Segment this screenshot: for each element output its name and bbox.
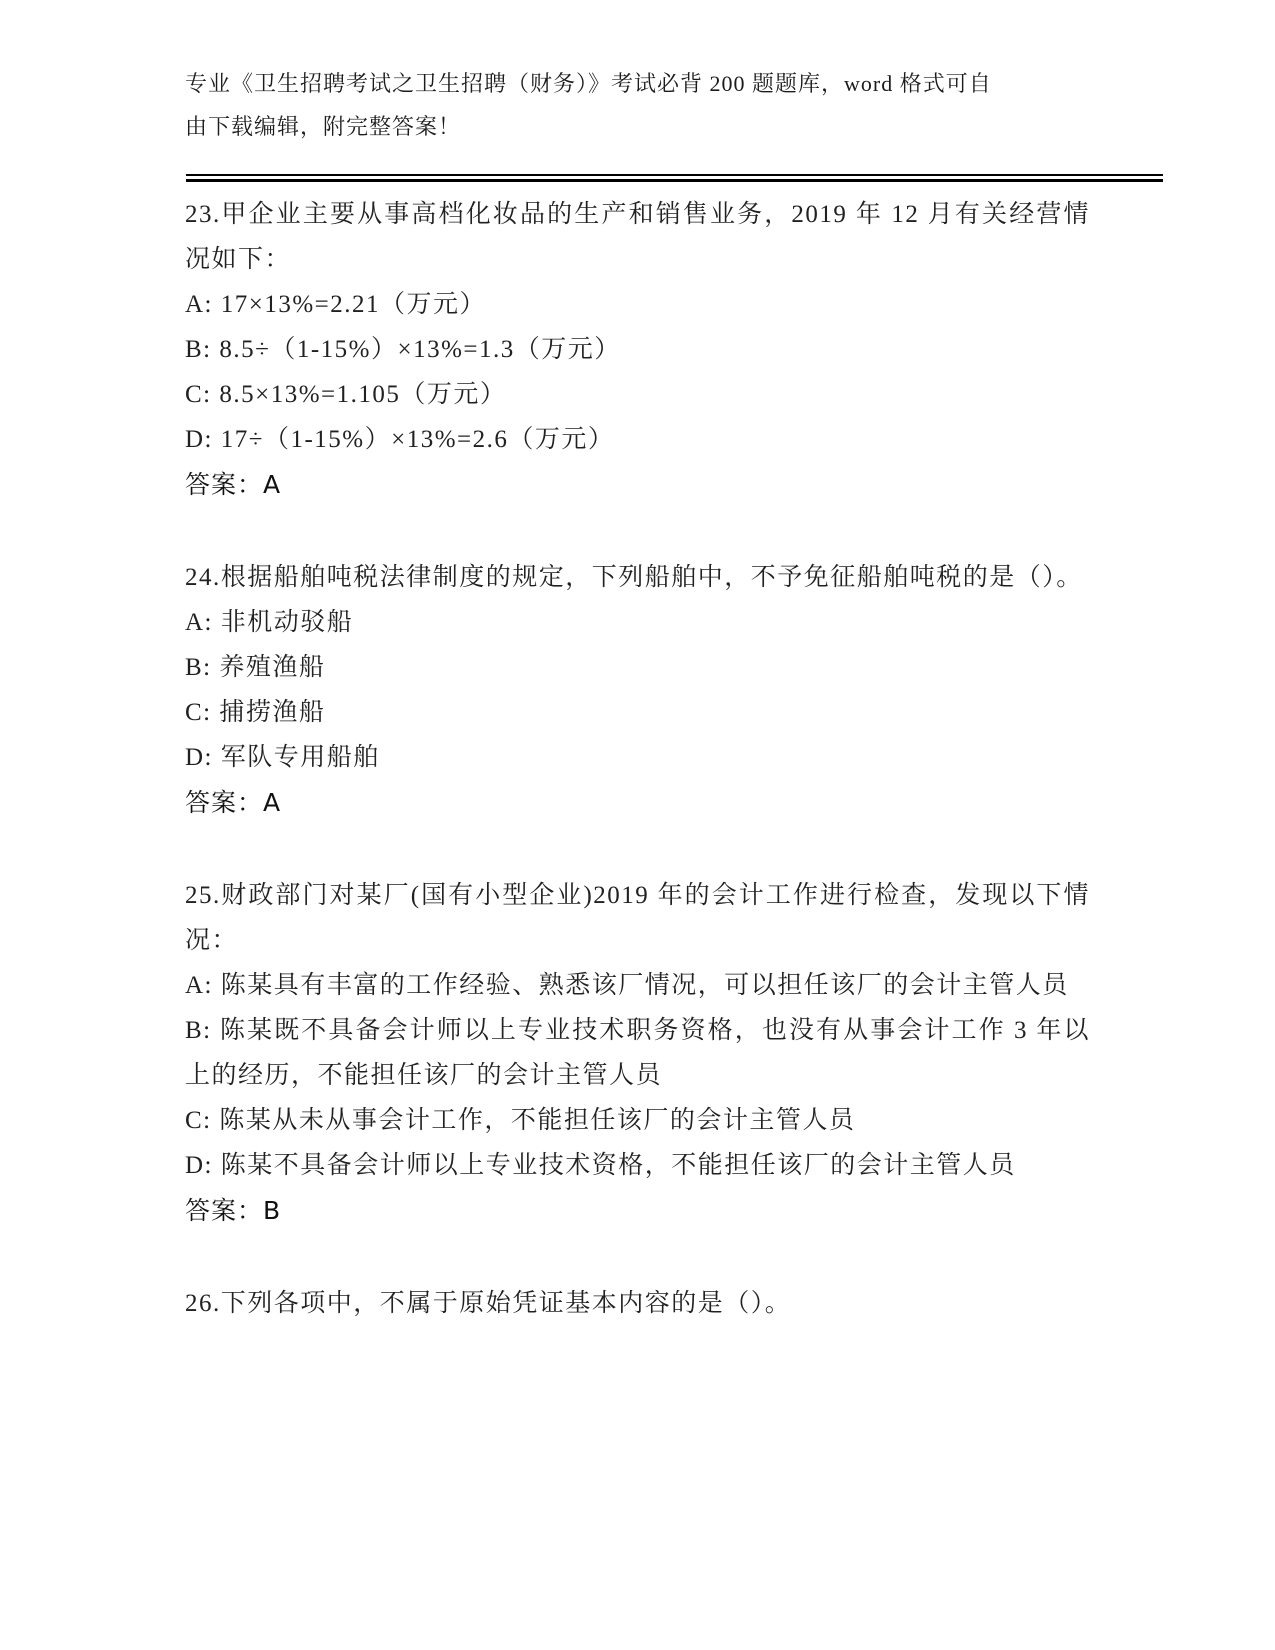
questions-list bbox=[185, 192, 1090, 1326]
option-line: B: 养殖渔船 bbox=[185, 654, 326, 681]
question-block bbox=[185, 1281, 1090, 1326]
option-line: D: 陈某不具备会计师以上专业技术资格，不能担任该厂的会计主管人员 bbox=[185, 1152, 1016, 1179]
option-line: B: 8.5÷（1-15%）×13%=1.3（万元） bbox=[185, 336, 621, 363]
question-block bbox=[185, 873, 1090, 1233]
answer-label: 答案： bbox=[185, 470, 264, 499]
answer-line bbox=[185, 1188, 1090, 1233]
option-line: A: 非机动驳船 bbox=[185, 609, 354, 636]
answer-line bbox=[185, 780, 1090, 825]
answer-value: A bbox=[263, 470, 282, 499]
answer-value: A bbox=[263, 788, 282, 817]
answer-label: 答案： bbox=[185, 788, 264, 817]
option-line: A: 陈某具有丰富的工作经验、熟悉该厂情况，可以担任该厂的会计主管人员 bbox=[185, 972, 1069, 999]
option-line: D: 17÷（1-15%）×13%=2.6（万元） bbox=[185, 426, 615, 453]
question-stem: 26.下列各项中，不属于原始凭证基本内容的是（）。 bbox=[185, 1290, 792, 1317]
question-options bbox=[185, 600, 1090, 780]
question-block bbox=[185, 555, 1090, 825]
answer-label: 答案： bbox=[185, 1196, 264, 1225]
header-divider-rule bbox=[186, 174, 1163, 182]
question-block bbox=[185, 192, 1090, 507]
option-line: B: 陈某既不具备会计师以上专业技术职务资格，也没有从事会计工作 3 年以上的经历，不能担任该厂的会计主管人员 bbox=[185, 1017, 1090, 1089]
question-stem: 23.甲企业主要从事高档化妆品的生产和销售业务，2019 年 12 月有关经营情况如下： bbox=[185, 201, 1090, 273]
question-options bbox=[185, 282, 1090, 462]
header-title-line-2: 由下载编辑，附完整答案！ bbox=[185, 114, 462, 139]
question-stem: 25.财政部门对某厂(国有小型企业)2019 年的会计工作进行检查，发现以下情况： bbox=[185, 882, 1090, 954]
header-title-line-1: 专业《卫生招聘考试之卫生招聘（财务）》考试必背 200 题题库，word 格式可自 bbox=[185, 71, 992, 96]
document-header bbox=[185, 62, 1090, 148]
option-line: C: 8.5×13%=1.105（万元） bbox=[185, 381, 507, 408]
answer-line bbox=[185, 462, 1090, 507]
option-line: D: 军队专用船舶 bbox=[185, 744, 380, 771]
option-line: A: 17×13%=2.21（万元） bbox=[185, 291, 487, 318]
question-options bbox=[185, 963, 1090, 1188]
question-stem: 24.根据船舶吨税法律制度的规定，下列船舶中，不予免征船舶吨税的是（）。 bbox=[185, 564, 1083, 591]
answer-value: B bbox=[263, 1196, 282, 1225]
option-line: C: 捕捞渔船 bbox=[185, 699, 326, 726]
option-line: C: 陈某从未从事会计工作，不能担任该厂的会计主管人员 bbox=[185, 1107, 856, 1134]
